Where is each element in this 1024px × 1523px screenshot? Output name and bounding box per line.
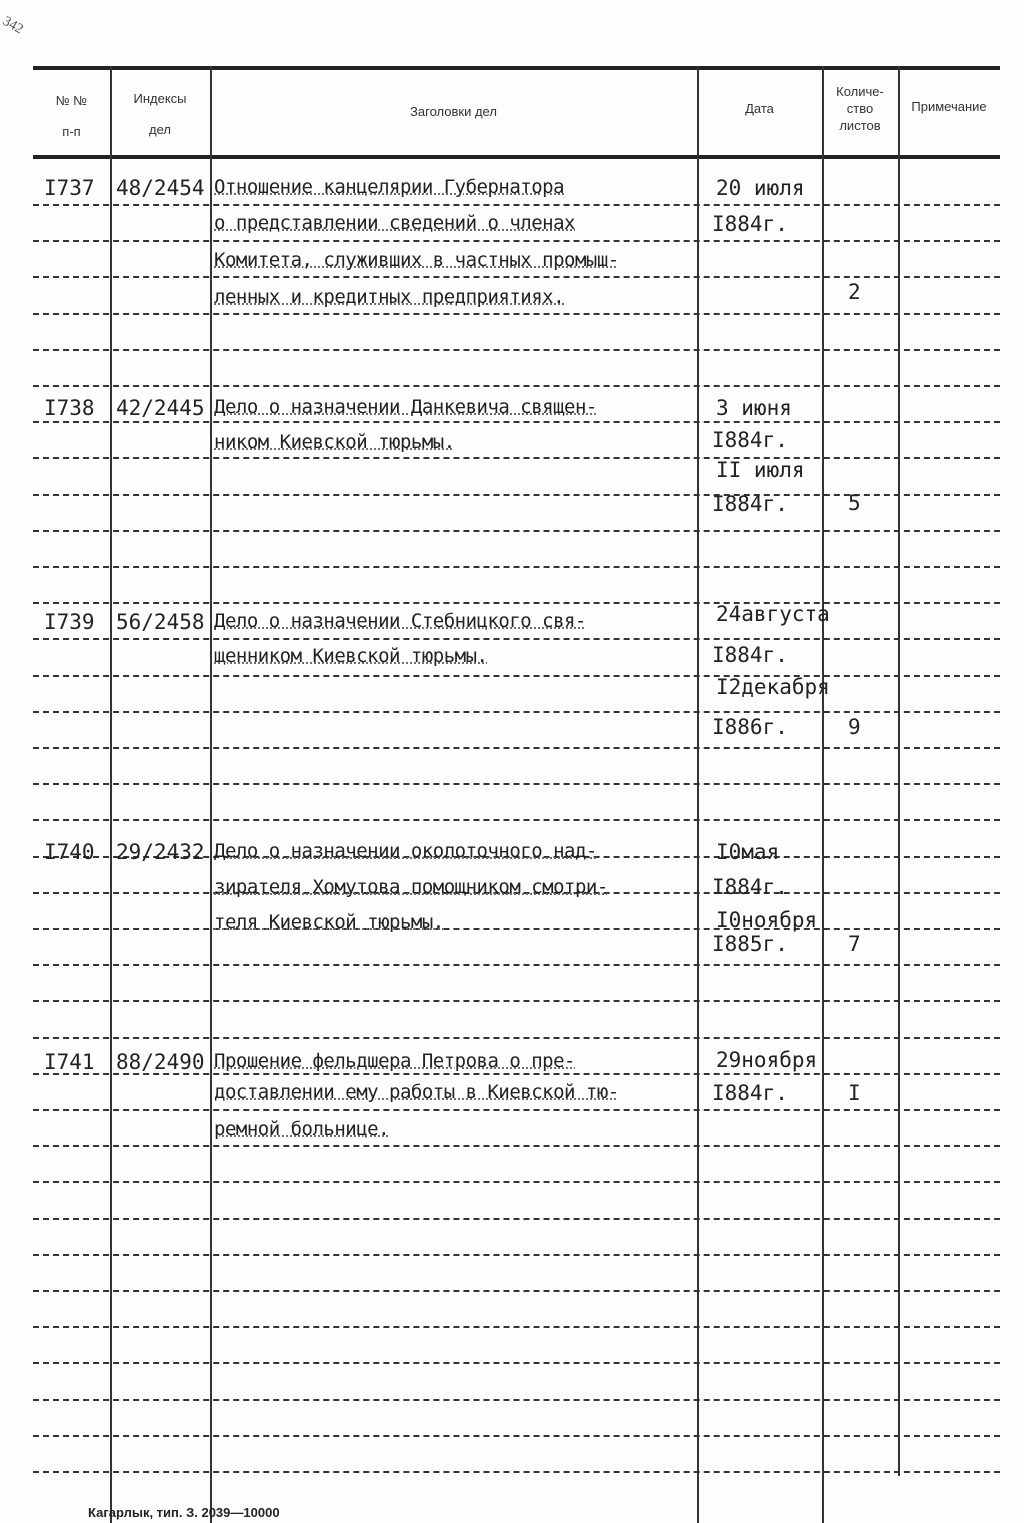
entry-number: I740 [44, 840, 95, 864]
header-sheets [822, 83, 898, 134]
ruled-line [33, 1326, 1000, 1328]
header-number [33, 92, 110, 140]
entry-sheet-count: 7 [848, 932, 861, 956]
header-sheets-line: листов [839, 118, 881, 133]
entry-title-line: ремной больнице. [214, 1118, 390, 1140]
header-sheets-line: ство [846, 101, 874, 116]
entry-date: 29ноября [716, 1048, 818, 1072]
column-divider [697, 66, 699, 1523]
ruled-line [33, 819, 1000, 821]
entry-title-line: щенником Киевской тюрьмы. [214, 645, 488, 667]
entry-index: 48/2454 [116, 176, 205, 200]
ruled-line [33, 1254, 1000, 1256]
entry-date: I885г. [712, 932, 788, 956]
entry-date: I884г. [712, 492, 788, 516]
ruled-line [33, 1399, 1000, 1401]
ruled-line [33, 928, 1000, 930]
entry-number: I741 [44, 1050, 95, 1074]
entry-sheet-count: 5 [848, 491, 861, 515]
ruled-line [33, 964, 1000, 966]
header-date: Дата [745, 101, 774, 116]
entry-date: I886г. [712, 715, 788, 739]
ruled-line [33, 1000, 1000, 1002]
entry-date: I884г. [712, 1081, 788, 1105]
entry-number: I738 [44, 396, 95, 420]
ruled-line [33, 1362, 1000, 1364]
header-bottom-rule [33, 155, 1000, 159]
ruled-line [33, 240, 1000, 242]
header-index [110, 90, 210, 138]
ruled-line [33, 675, 1000, 677]
page-mark: 342 [0, 13, 26, 38]
ruled-line [33, 1290, 1000, 1292]
entry-index: 42/2445 [116, 396, 205, 420]
entry-index: 88/2490 [116, 1050, 205, 1074]
entry-title-line: зирателя Хомутова помощником смотри- [214, 876, 608, 898]
ruled-line [33, 747, 1000, 749]
entry-title-line: Комитета, служивших в частных промыш- [214, 249, 619, 271]
entry-title-line: теля Киевской тюрьмы. [214, 911, 444, 933]
entry-sheet-count: 2 [848, 280, 861, 304]
entry-title-line: о представлении сведений о членах [214, 212, 575, 234]
ruled-line [33, 530, 1000, 532]
header-number-label: № № [55, 93, 88, 108]
entry-date: II июля [716, 458, 805, 482]
ruled-line [33, 566, 1000, 568]
printer-imprint: Кагарлык, тип. З. 2039—10000 [88, 1505, 280, 1520]
entry-title-line: ником Киевской тюрьмы. [214, 431, 455, 453]
entry-sheet-count: 9 [848, 715, 861, 739]
header-title: Заголовки дел [410, 104, 497, 119]
ruled-line [33, 385, 1000, 387]
entry-date: 3 июня [716, 396, 792, 420]
ruled-line [33, 1037, 1000, 1039]
ruled-line [33, 783, 1000, 785]
ruled-line [33, 349, 1000, 351]
ruled-line [33, 421, 1000, 423]
entry-number: I737 [44, 176, 95, 200]
entry-title-line: Прошение фельдшера Петрова о пре- [214, 1050, 575, 1072]
ruled-line [33, 1435, 1000, 1437]
column-divider [110, 66, 112, 1523]
entry-title-line: Дело о назначении Стебницкого свя- [214, 610, 586, 632]
ruled-line [33, 204, 1000, 206]
entry-date: I0мая [716, 840, 780, 864]
entry-date: 20 июля [716, 176, 805, 200]
entry-number: I739 [44, 610, 95, 634]
ruled-line [33, 1471, 1000, 1473]
ruled-line [33, 602, 1000, 604]
entry-date: I2декабря [716, 675, 830, 699]
column-divider [822, 66, 824, 1523]
entry-title-line: ленных и кредитных предприятиях. [214, 286, 565, 308]
entry-title-line: Дело о назначении Данкевича священ- [214, 396, 597, 418]
entry-date: I0ноября [716, 908, 818, 932]
entry-date: I884г. [712, 212, 788, 236]
entry-date: 24августа [716, 602, 830, 626]
ruled-line [33, 638, 1000, 640]
header-index-sub: дел [149, 122, 171, 137]
ruled-line [33, 711, 1000, 713]
column-divider [898, 66, 900, 1476]
entry-title-line: Отношение канцелярии Губернатора [214, 176, 565, 198]
header-top-rule [33, 66, 1000, 70]
entry-index: 56/2458 [116, 610, 205, 634]
ruled-line [33, 1181, 1000, 1183]
column-divider [210, 66, 212, 1523]
header-index-label: Индексы [133, 91, 187, 106]
header-number-sub: п-п [62, 124, 81, 139]
entry-sheet-count: I [848, 1081, 861, 1105]
ruled-line [33, 313, 1000, 315]
entry-date: I884г. [712, 428, 788, 452]
ruled-line [33, 1145, 1000, 1147]
ruled-line [33, 276, 1000, 278]
header-note: Примечание [911, 99, 987, 114]
entry-date: I884г. [712, 875, 788, 899]
ruled-line [33, 1218, 1000, 1220]
ruled-line [33, 457, 1000, 459]
ruled-line [33, 1109, 1000, 1111]
entry-index: 29/2432 [116, 840, 205, 864]
entry-date: I884г. [712, 643, 788, 667]
entry-title-line: Дело о назначении околоточного над- [214, 840, 597, 862]
header-sheets-line: Количе- [836, 84, 884, 99]
entry-title-line: доставлении ему работы в Киевской тю- [214, 1081, 619, 1103]
